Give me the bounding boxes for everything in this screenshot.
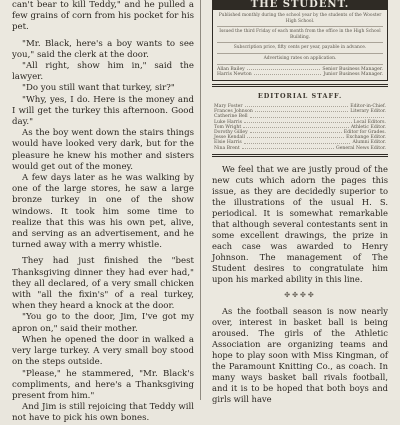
story-paragraph: "You go to the door, Jim, I've got my apron on," said their mother. — [12, 312, 194, 334]
staff-row: Catherine Bell — [214, 114, 386, 119]
pub-line: Issued the third Friday of each month from the office in the High School Building. — [219, 29, 381, 40]
story-paragraph: "Please," he stammered, "Mr. Black's compliments, and here's a Thanksgiving present from him." — [12, 368, 194, 401]
story-paragraph: And Jim is still rejoicing that Teddy will not have to pick his own bones. — [12, 402, 194, 424]
section-rule — [212, 84, 388, 87]
story-paragraph: A few days later as he was walking by one of the large stores, he saw a large bronze turkey in one of the show windows. It took him some time to realize that this was his own pet, alive, and serving as an advertisement, and he turned away with a merry whistle. — [12, 173, 194, 251]
staff-row: Nina Brent General News Editor. — [214, 145, 386, 151]
masthead-title: THE STUDENT. — [213, 0, 387, 10]
staff-row: Tom Wright Athletic Editor. — [214, 124, 386, 130]
story-paragraph: As the boy went down the stairs things would have looked very dark, but for the pleasure he knew his mother and sisters would get out of the money. — [12, 128, 194, 172]
editorial-paragraph: As the football season is now nearly over, interest in basket ball is being aroused. The girls of the Athletic Association are organizing teams and hope to play soon with Miss Kingman, of the Paramount Knitting Co., as coach. In many ways basket ball rivals football, and it is to be hoped that both boys and girls will have — [212, 305, 388, 404]
editorial-staff-list — [212, 104, 388, 151]
story-paragraph: "All right, show him in," said the lawyer. — [12, 61, 194, 83]
column-divider — [200, 0, 201, 400]
staff-row: Luke Harris Local Editors. — [214, 119, 386, 125]
story-paragraph: "Why, yes, I do. Here is the money and I will get the turkey this afternoon. Good day." — [12, 94, 194, 128]
story-paragraph: "Mr. Black, here's a boy wants to see you," said the clerk at the door. — [12, 38, 194, 60]
staff-row: Jesse Kendall Exchange Editor. — [214, 135, 386, 141]
ornament-divider: ✤✤✤✤ — [284, 290, 316, 299]
pub-line: Published monthly during the school year by the students of the Wooster High School. — [218, 13, 382, 24]
staff-row: Harris Newton Junior Business Manager. — [217, 71, 383, 77]
editorial-staff-heading: EDITORIAL STAFF. — [257, 91, 343, 100]
story-paragraph: They had just finished the "best Thanksgiving dinner they had ever had," they all declared, of a very small chicken with "all the fixin's" of a real turkey, when they heard a knock at the door. — [12, 256, 194, 312]
staff-row: Elsie Harris Alumni Editor. — [214, 140, 386, 146]
editorial-paragraph: We feel that we are justly proud of the new cuts which adorn the pages this issue, as they are decidedly superior to the illustrations of the usual H. S. periodical. It is somewhat remarkable that although several contestants sent in some excellent drawings, the prize in each case was awarded to Henry Johnson. The management of The Student desires to congratulate him upon his marked ability in this line. — [212, 163, 388, 284]
staff-row: Allan Bailey Senior Business Manager. — [217, 66, 383, 72]
staff-row: Dorothy Gilley Editor for Grades. — [214, 129, 386, 135]
editorial-column — [212, 0, 388, 405]
staff-row: Mary Foster Editor-in-Chief. — [214, 103, 386, 109]
masthead-box — [212, 0, 388, 81]
publication-info — [213, 10, 387, 80]
story-column — [12, 0, 194, 425]
section-rule — [212, 154, 388, 157]
staff-row: Frances Johnson Literary Editor. — [214, 109, 386, 115]
pub-line: Advertising rates on application. — [263, 55, 337, 61]
story-paragraph: can't bear to kill Teddy," and he pulled a few grains of corn from his pocket for his pet. — [12, 0, 194, 33]
pub-line: Subscription price, fifty cents per year, payable in advance. — [233, 45, 367, 51]
story-paragraph: "Do you still want that turkey, sir?" — [22, 83, 175, 94]
story-paragraph: When he opened the door in walked a very large turkey. A very small boy stood on the steps outside. — [12, 334, 194, 368]
